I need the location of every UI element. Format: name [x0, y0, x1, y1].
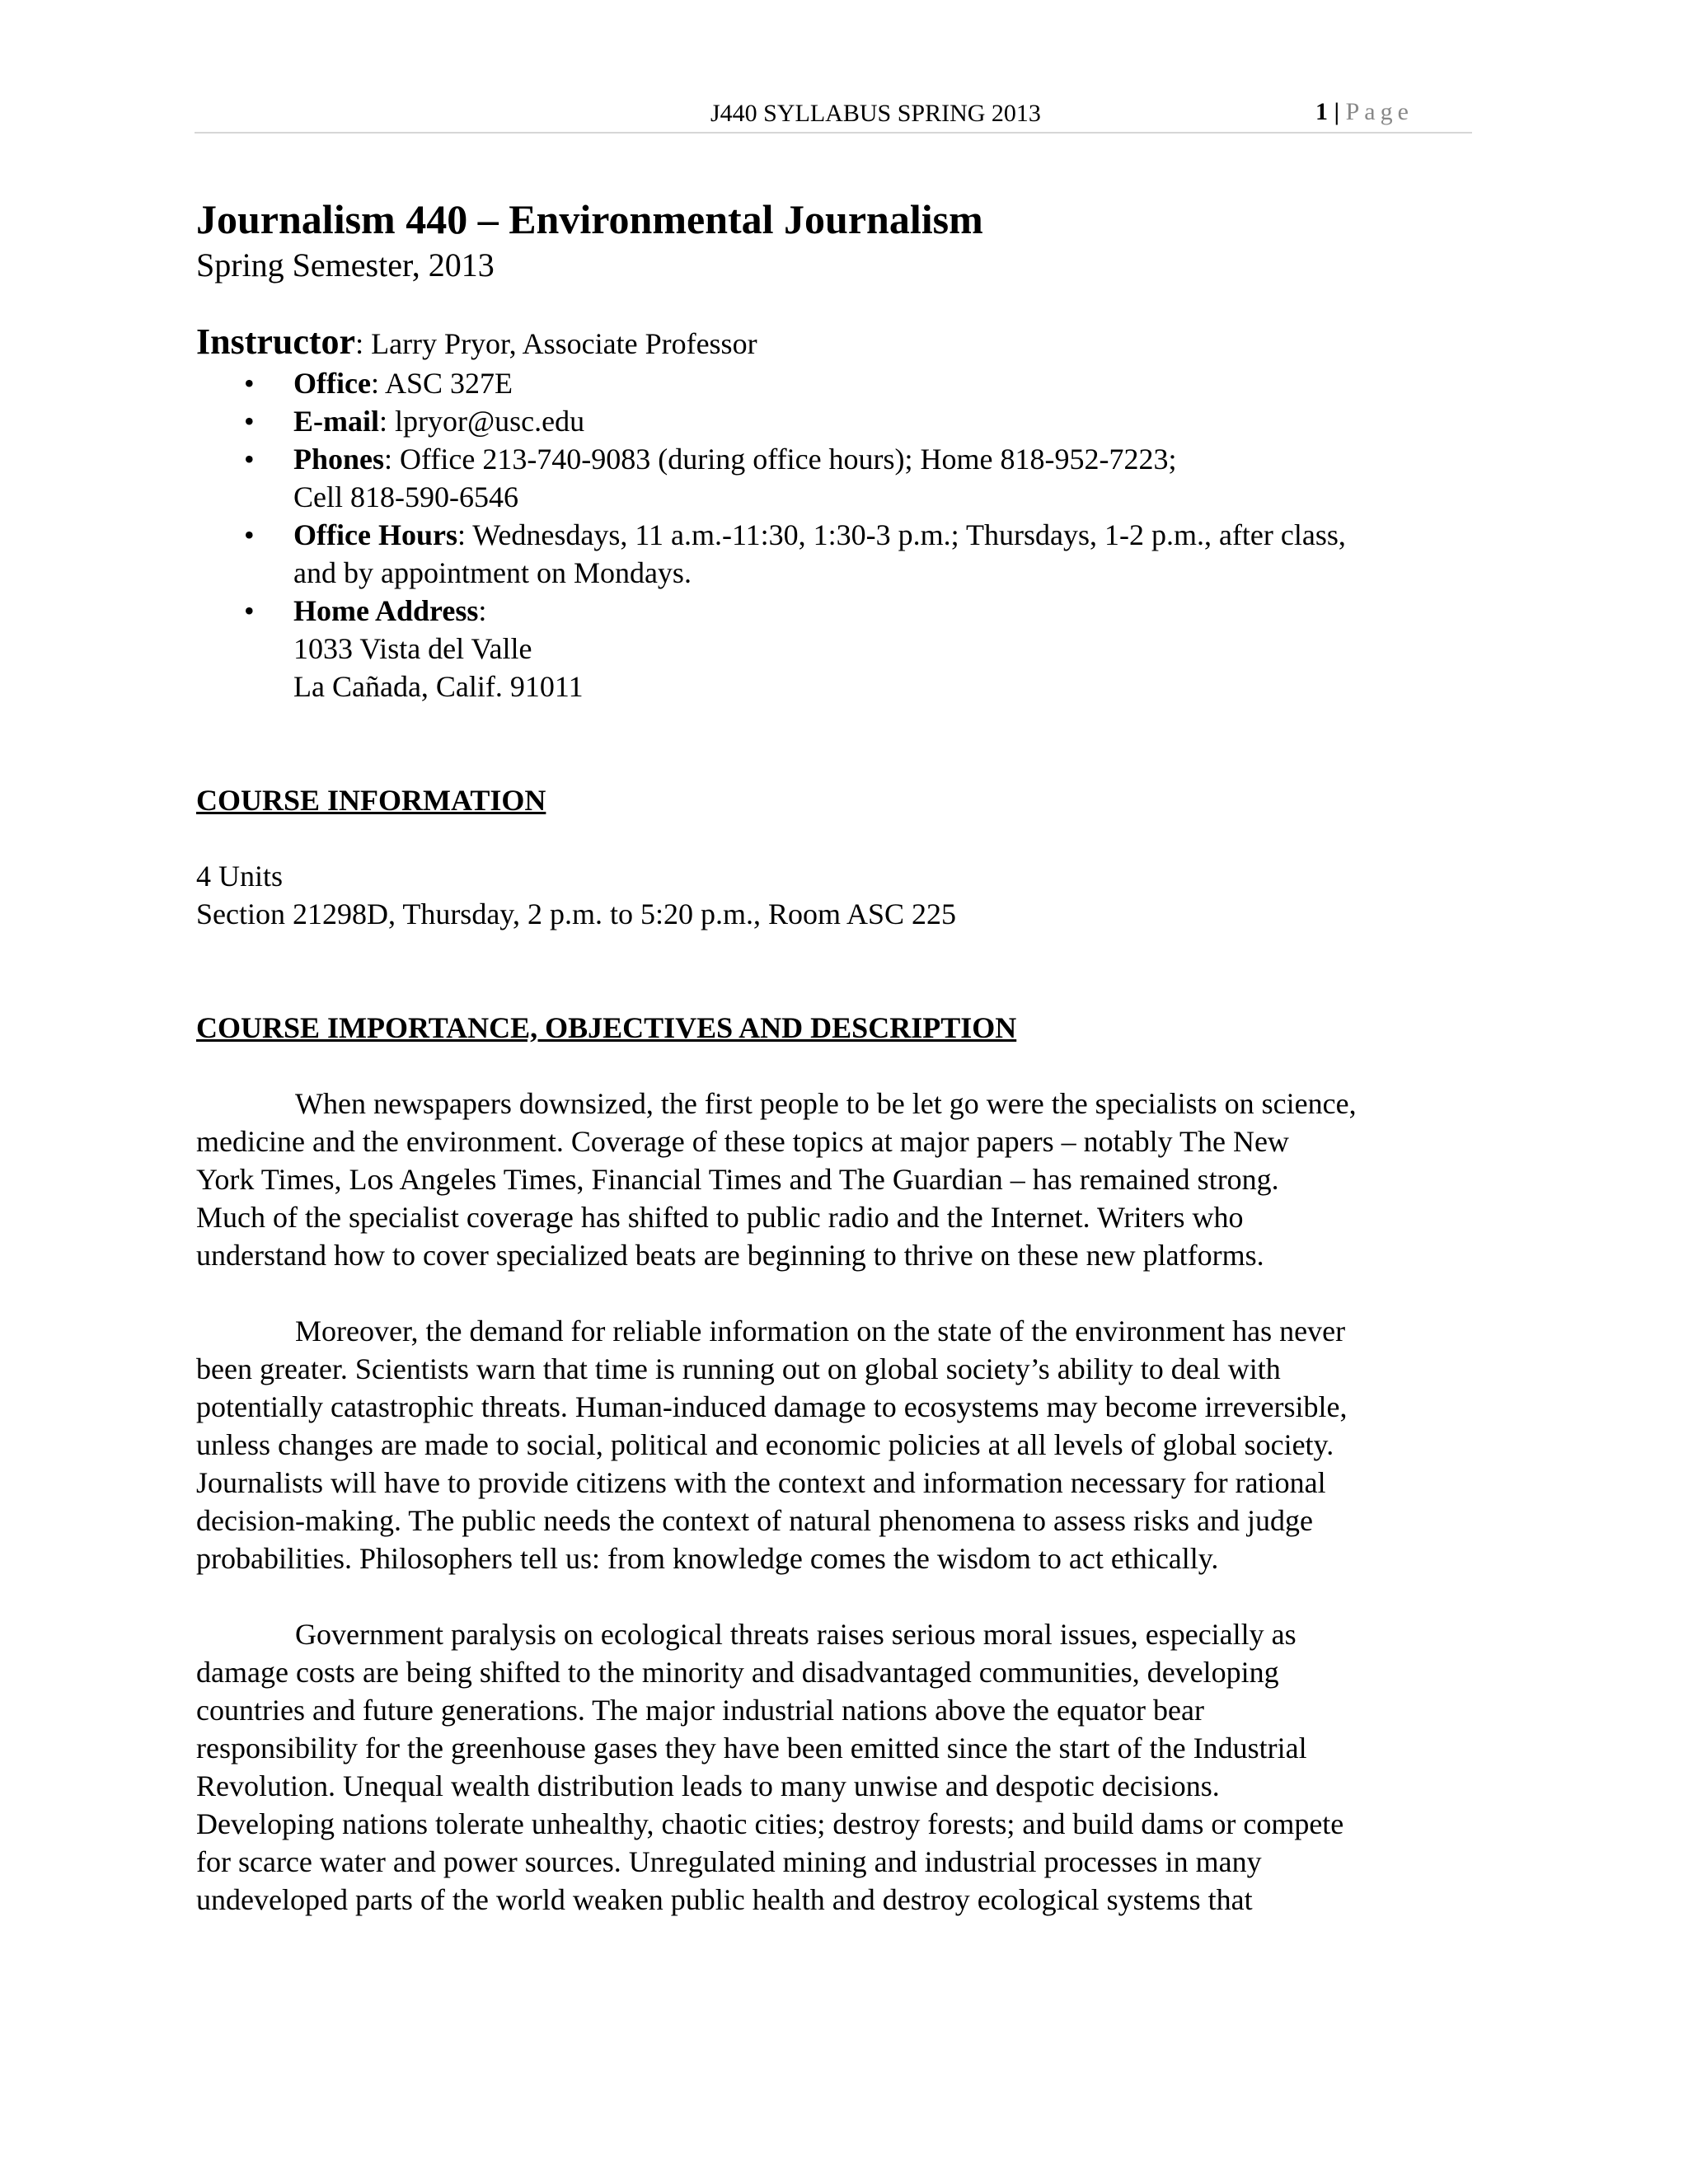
home-address-colon: :	[478, 594, 487, 627]
paragraph-line: Much of the specialist coverage has shifted to public radio and the Internet. Writers who	[196, 1201, 1244, 1234]
description-paragraph-1	[196, 1085, 1482, 1274]
course-description-heading: COURSE IMPORTANCE, OBJECTIVES AND DESCRIPTION	[196, 1011, 1017, 1044]
bullet-icon: •	[244, 405, 255, 438]
office-hours-value-cont: and by appointment on Mondays.	[293, 556, 692, 589]
list-item-office	[196, 364, 1482, 402]
description-paragraph-3	[196, 1615, 1482, 1919]
email-value: : lpryor@usc.edu	[379, 405, 585, 438]
paragraph-line: Revolution. Unequal wealth distribution leads to many unwise and despotic decisions.	[196, 1769, 1220, 1802]
email-label: E-mail	[293, 405, 379, 438]
course-information-heading: COURSE INFORMATION	[196, 784, 546, 817]
office-hours-label: Office Hours	[293, 518, 457, 551]
paragraph-line: unless changes are made to social, political and economic policies at all levels of global society.	[196, 1428, 1334, 1461]
course-section: Section 21298D, Thursday, 2 p.m. to 5:20 p.m., Room ASC 225	[196, 898, 957, 930]
document-subtitle: Spring Semester, 2013	[196, 246, 495, 284]
list-item-email	[196, 402, 1482, 440]
bullet-icon: •	[244, 518, 255, 551]
paragraph-line: Journalists will have to provide citizens with the context and information necessary for rational	[196, 1466, 1326, 1499]
document-body	[196, 194, 1482, 1919]
paragraph-line: countries and future generations. The major industrial nations above the equator bear	[196, 1694, 1204, 1727]
home-address-street: 1033 Vista del Valle	[293, 632, 532, 665]
phones-label: Phones	[293, 443, 385, 476]
paragraph-line: for scarce water and power sources. Unregulated mining and industrial processes in many	[196, 1845, 1262, 1878]
contact-list	[196, 364, 1482, 705]
instructor-line	[196, 321, 1482, 364]
paragraph-line: Government paralysis on ecological threats raises serious moral issues, especially as	[295, 1618, 1296, 1651]
page-number: 1	[1315, 98, 1328, 125]
header-divider	[195, 132, 1472, 134]
list-item-office-hours	[196, 516, 1482, 592]
paragraph-line: been greater. Scientists warn that time is running out on global society’s ability to deal with	[196, 1352, 1281, 1385]
description-paragraph-2	[196, 1312, 1482, 1577]
office-value: : ASC 327E	[370, 367, 513, 400]
list-item-phones	[196, 440, 1482, 516]
paragraph-line: York Times, Los Angeles Times, Financial Times and The Guardian – has remained strong.	[196, 1163, 1279, 1196]
page-label: Page	[1345, 98, 1414, 125]
paragraph-line: understand how to cover specialized beats are beginning to thrive on these new platforms.	[196, 1239, 1264, 1272]
office-label: Office	[293, 367, 371, 400]
office-hours-value: : Wednesdays, 11 a.m.-11:30, 1:30-3 p.m.; Thursdays, 1-2 p.m., after class,	[457, 518, 1346, 551]
bullet-icon: •	[244, 594, 255, 627]
home-address-city: La Cañada, Calif. 91011	[293, 670, 584, 703]
page-separator: |	[1334, 98, 1340, 125]
paragraph-line: undeveloped parts of the world weaken public health and destroy ecological systems that	[196, 1883, 1253, 1916]
bullet-icon: •	[244, 367, 255, 400]
instructor-value: : Larry Pryor, Associate Professor	[355, 327, 757, 360]
course-units: 4 Units	[196, 860, 284, 893]
paragraph-line: Moreover, the demand for reliable information on the state of the environment has never	[295, 1315, 1346, 1347]
instructor-label: Instructor	[196, 321, 356, 362]
paragraph-line: potentially catastrophic threats. Human-induced damage to ecosystems may become irreversible,	[196, 1390, 1348, 1423]
phones-value-cont: Cell 818-590-6546	[293, 480, 518, 513]
paragraph-line: Developing nations tolerate unhealthy, chaotic cities; destroy forests; and build dams or compete	[196, 1807, 1344, 1840]
running-header-title: J440 SYLLABUS SPRING 2013	[710, 100, 1041, 127]
paragraph-line: When newspapers downsized, the first people to be let go were the specialists on science,	[295, 1087, 1357, 1120]
paragraph-line: medicine and the environment. Coverage of these topics at major papers – notably The New	[196, 1125, 1289, 1158]
document-title: Journalism 440 – Environmental Journalism	[196, 196, 983, 242]
paragraph-line: decision-making. The public needs the context of natural phenomena to assess risks and judge	[196, 1504, 1313, 1537]
paragraph-line: damage costs are being shifted to the minority and disadvantaged communities, developing	[196, 1656, 1279, 1689]
bullet-icon: •	[244, 443, 255, 476]
phones-value: : Office 213-740-9083 (during office hours); Home 818-952-7223;	[384, 443, 1177, 476]
list-item-home-address	[196, 592, 1482, 705]
page-number-block	[1315, 97, 1414, 127]
paragraph-line: probabilities. Philosophers tell us: from knowledge comes the wisdom to act ethically.	[196, 1542, 1219, 1575]
home-address-label: Home Address	[293, 594, 479, 627]
paragraph-line: responsibility for the greenhouse gases they have been emitted since the start of the Industrial	[196, 1732, 1307, 1765]
